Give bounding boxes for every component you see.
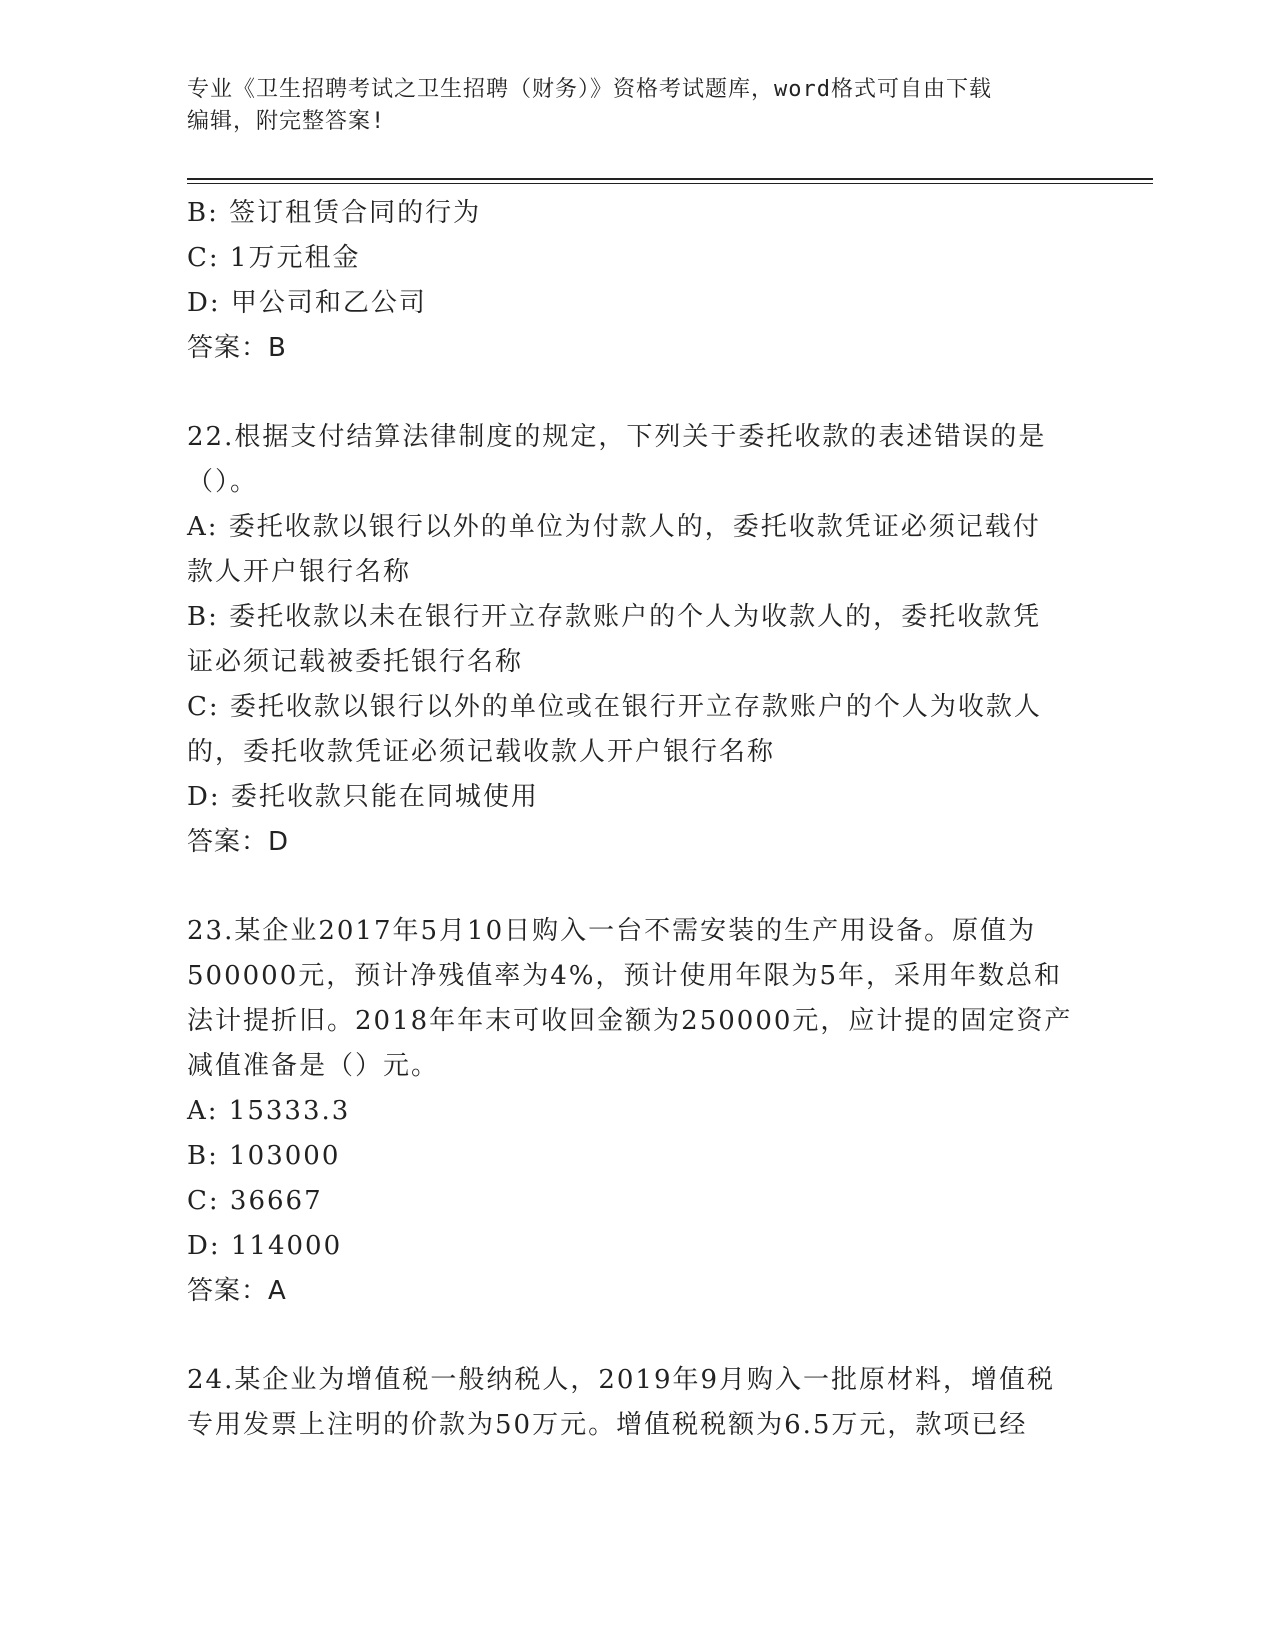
- q21-answer: 答案：B: [187, 333, 287, 363]
- q22-option-c-line-2: 的，委托收款凭证必须记载收款人开户银行名称: [187, 737, 776, 767]
- q24-stem-line-1: 24.某企业为增值税一般纳税人，2019年9月购入一批原材料，增值税: [187, 1365, 1056, 1395]
- q22-stem-line-1: 22.根据支付结算法律制度的规定，下列关于委托收款的表述错误的是: [187, 422, 1047, 452]
- question-23: [187, 909, 1087, 1314]
- header-line-1: 专业《卫生招聘考试之卫生招聘（财务）》资格考试题库，word格式可自由下载: [187, 77, 992, 102]
- q23-stem-line-3: 法计提折旧。2018年年末可收回金额为250000元，应计提的固定资产: [187, 1006, 1073, 1036]
- q21-option-c: C: 1万元租金: [187, 243, 361, 273]
- q23-stem-line-2: 500000元，预计净残值率为4%，预计使用年限为5年，采用年数总和: [187, 961, 1063, 991]
- question-22: [187, 415, 1087, 865]
- q22-option-a-line-2: 款人开户银行名称: [187, 557, 412, 587]
- document-header: [187, 74, 1087, 138]
- q22-stem-line-2: （）。: [187, 467, 259, 497]
- question-24: [187, 1358, 1087, 1448]
- q21-option-d: D: 甲公司和乙公司: [187, 288, 427, 318]
- q23-option-c: C: 36667: [187, 1186, 323, 1216]
- document-body: [187, 191, 1087, 1448]
- q22-option-d: D: 委托收款只能在同城使用: [187, 782, 539, 812]
- q23-option-b: B: 103000: [187, 1141, 341, 1171]
- q23-stem-line-1: 23.某企业2017年5月10日购入一台不需安装的生产用设备。原值为: [187, 916, 1037, 946]
- question-21: [187, 191, 1087, 371]
- q22-option-c-line-1: C: 委托收款以银行以外的单位或在银行开立存款账户的个人为收款人: [187, 692, 1042, 722]
- header-divider-thick: [187, 178, 1153, 180]
- q22-option-a-line-1: A: 委托收款以银行以外的单位为付款人的，委托收款凭证必须记载付: [187, 512, 1041, 542]
- q23-option-d: D: 114000: [187, 1231, 343, 1261]
- header-line-2: 编辑，附完整答案!: [187, 109, 386, 134]
- q22-answer: 答案：D: [187, 827, 290, 857]
- q21-option-b: B: 签订租赁合同的行为: [187, 198, 482, 228]
- q23-option-a: A: 15333.3: [187, 1096, 351, 1126]
- q24-stem-line-2: 专用发票上注明的价款为50万元。增值税税额为6.5万元，款项已经: [187, 1410, 1028, 1440]
- header-divider-thin: [187, 183, 1153, 184]
- q23-stem-line-4: 减值准备是（）元。: [187, 1051, 440, 1081]
- q22-option-b-line-1: B: 委托收款以未在银行开立存款账户的个人为收款人的，委托收款凭: [187, 602, 1042, 632]
- q23-answer: 答案：A: [187, 1276, 287, 1306]
- q22-option-b-line-2: 证必须记载被委托银行名称: [187, 647, 524, 677]
